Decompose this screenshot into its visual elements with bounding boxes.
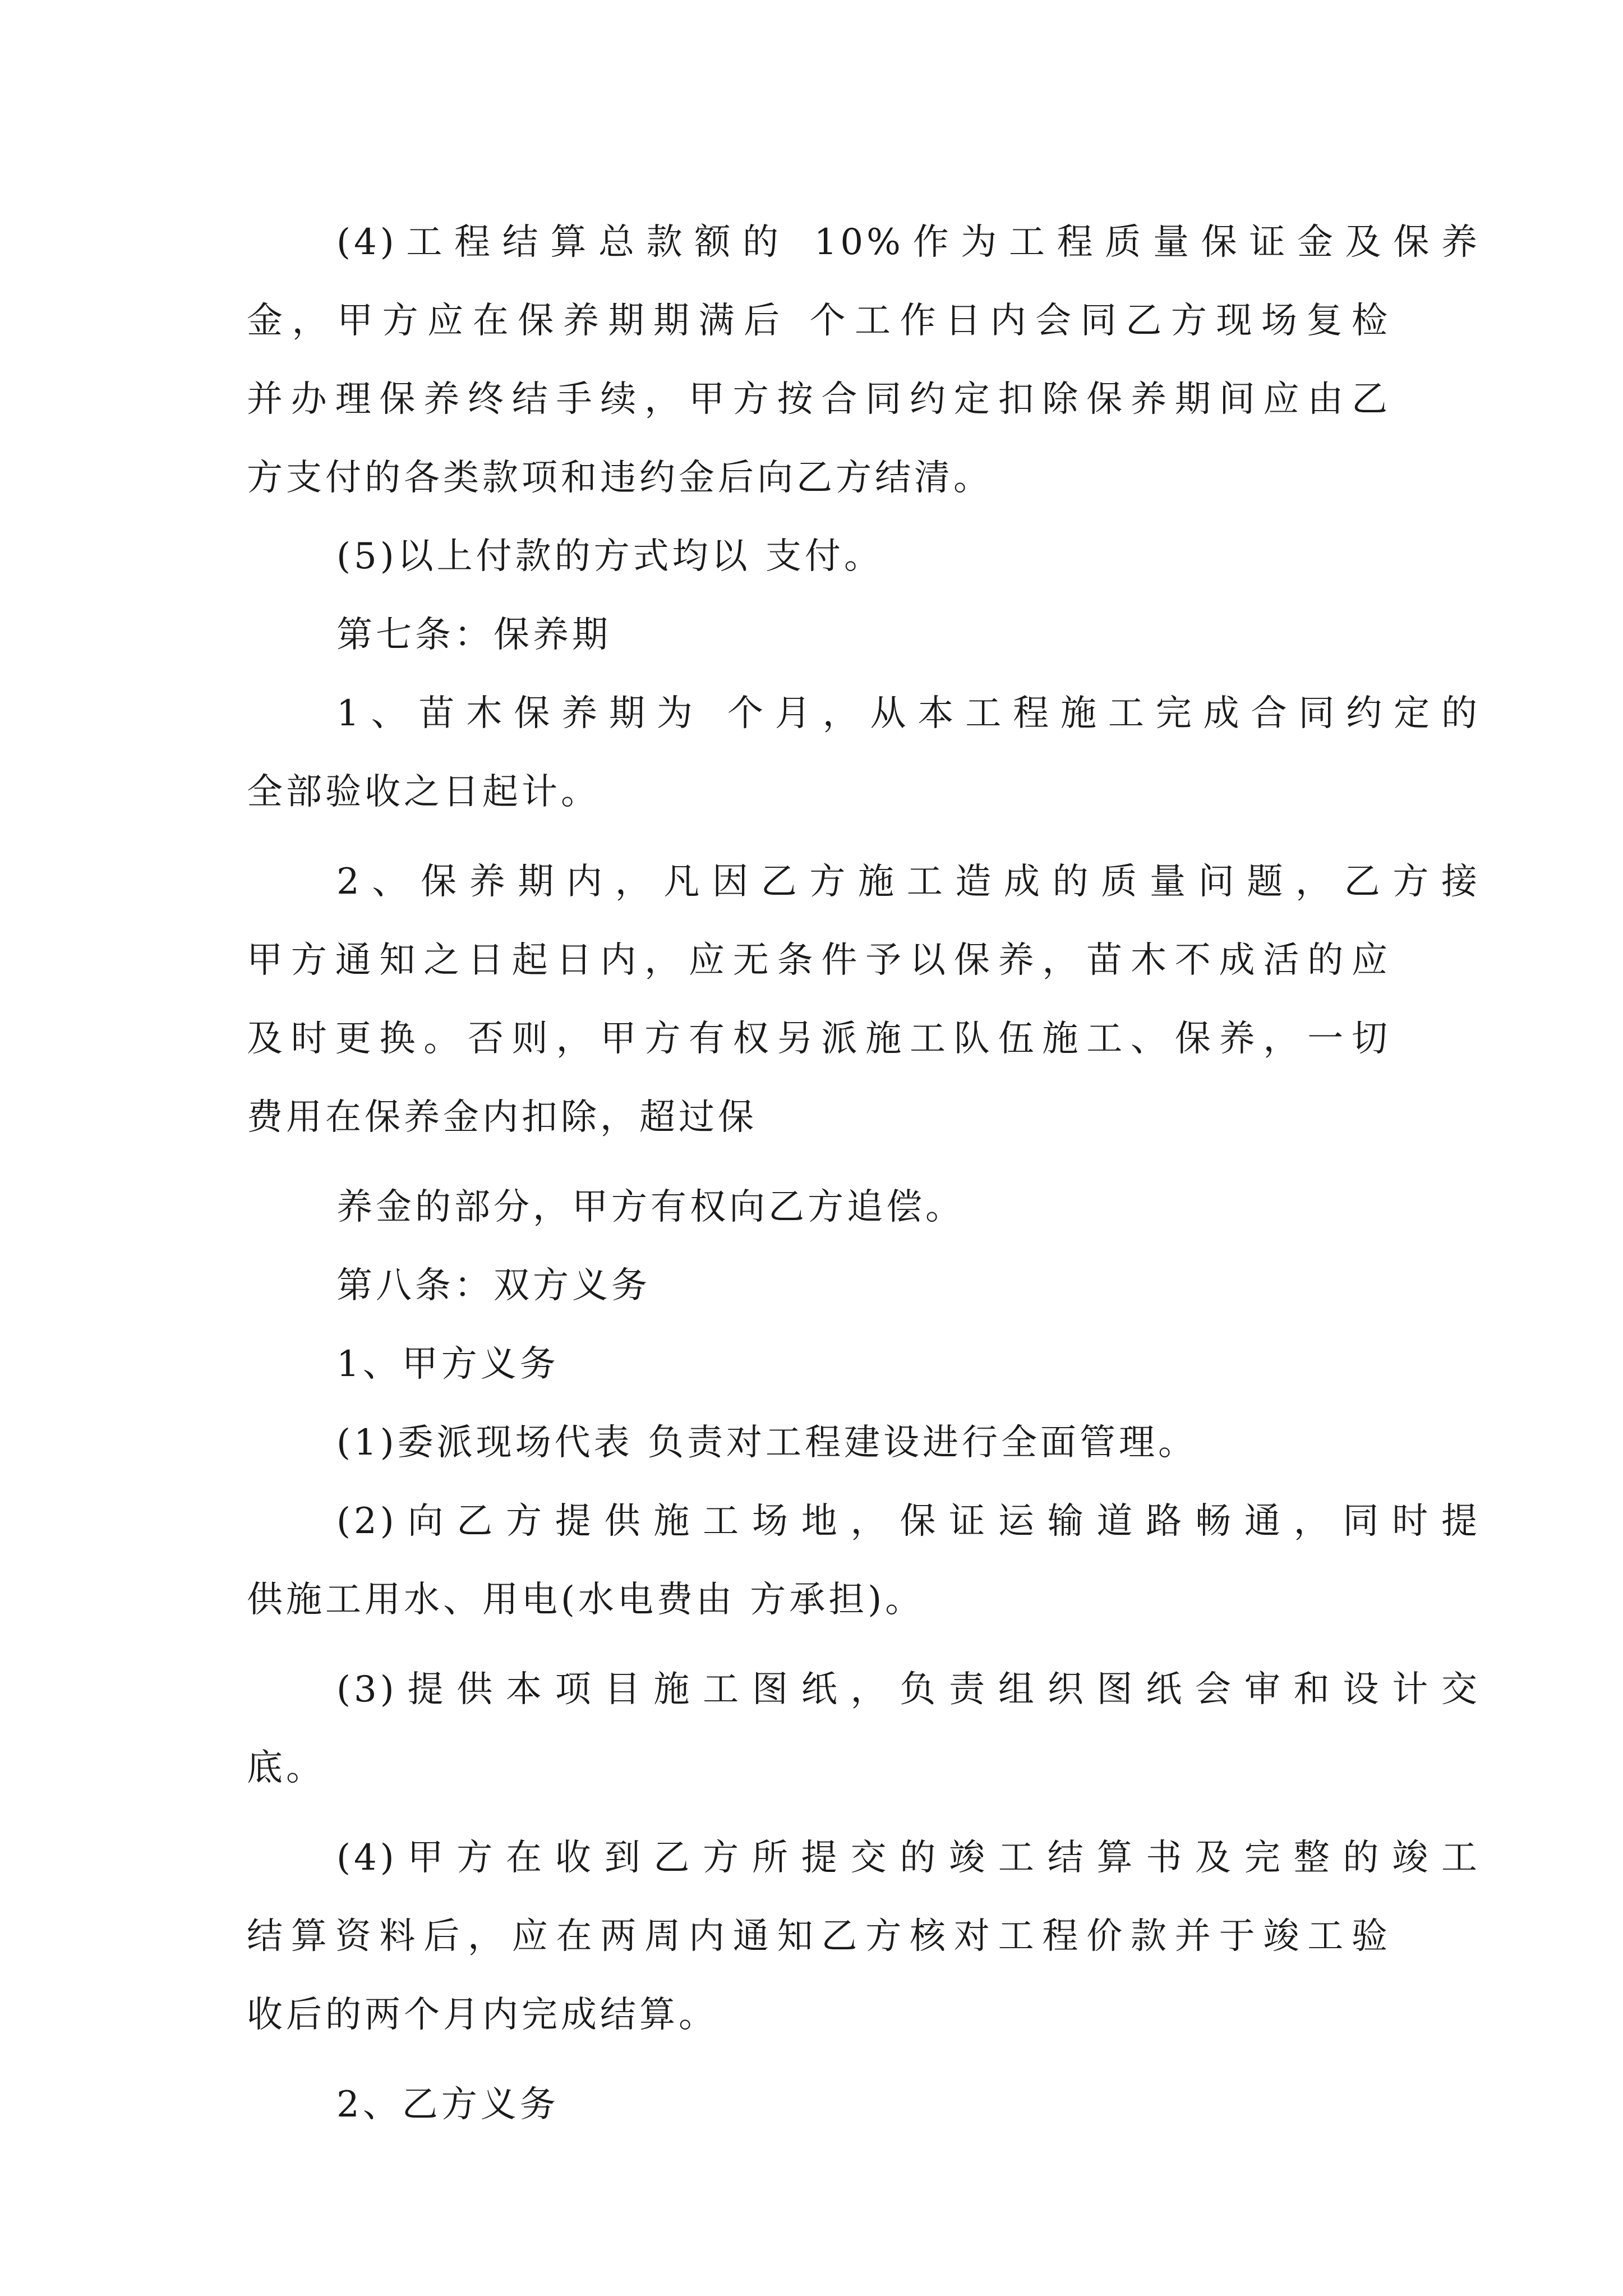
paragraph-line: 金，甲方应在保养期期满后 个工作日内会同乙方现场复检 bbox=[247, 300, 1391, 342]
paragraph-line: 1、苗木保养期为 个月，从本工程施工完成合同约定的 bbox=[336, 693, 1481, 734]
paragraph-line: 费用在保养金内扣除，超过保 bbox=[247, 1097, 757, 1138]
paragraph-line: (2)向乙方提供施工场地，保证运输道路畅通，同时提 bbox=[336, 1501, 1481, 1542]
paragraph-line: (4)工程结算总款额的 10%作为工程质量保证金及保养 bbox=[336, 222, 1481, 263]
paragraph-line: 供施工用水、用电(水电费由 方承担)。 bbox=[247, 1579, 925, 1621]
paragraph-line: 方支付的各类款项和违约金后向乙方结清。 bbox=[247, 457, 993, 499]
section-heading: 第八条：双方义务 bbox=[336, 1265, 651, 1306]
paragraph-line: 全部验收之日起计。 bbox=[247, 771, 600, 813]
paragraph-line: 结算资料后，应在两周内通知乙方核对工程价款并于竣工验 bbox=[247, 1916, 1391, 1957]
paragraph-line: (4)甲方在收到乙方所提交的竣工结算书及完整的竣工 bbox=[336, 1837, 1481, 1879]
paragraph-line: 甲方通知之日起日内，应无条件予以保养，苗木不成活的应 bbox=[247, 940, 1391, 981]
paragraph-line: 底。 bbox=[247, 1747, 325, 1789]
paragraph-line: (5)以上付款的方式均以 支付。 bbox=[336, 536, 883, 577]
paragraph-line: 2、保养期内，凡因乙方施工造成的质量问题，乙方接 bbox=[336, 861, 1481, 903]
subsection-heading: 1、甲方义务 bbox=[336, 1343, 559, 1385]
paragraph-line: 及时更换。否则，甲方有权另派施工队伍施工、保养，一切 bbox=[247, 1018, 1391, 1060]
section-heading: 第七条：保养期 bbox=[336, 614, 611, 656]
paragraph-line: 并办理保养终结手续，甲方按合同约定扣除保养期间应由乙 bbox=[247, 379, 1391, 420]
paragraph-line: 养金的部分，甲方有权向乙方追偿。 bbox=[336, 1186, 965, 1228]
subsection-heading: 2、乙方义务 bbox=[336, 2084, 559, 2125]
paragraph-line: (1)委派现场代表 负责对工程建设进行全面管理。 bbox=[336, 1422, 1197, 1464]
paragraph-line: 收后的两个月内完成结算。 bbox=[247, 1994, 718, 2036]
paragraph-line: (3)提供本项目施工图纸，负责组织图纸会审和设计交 bbox=[336, 1669, 1481, 1710]
